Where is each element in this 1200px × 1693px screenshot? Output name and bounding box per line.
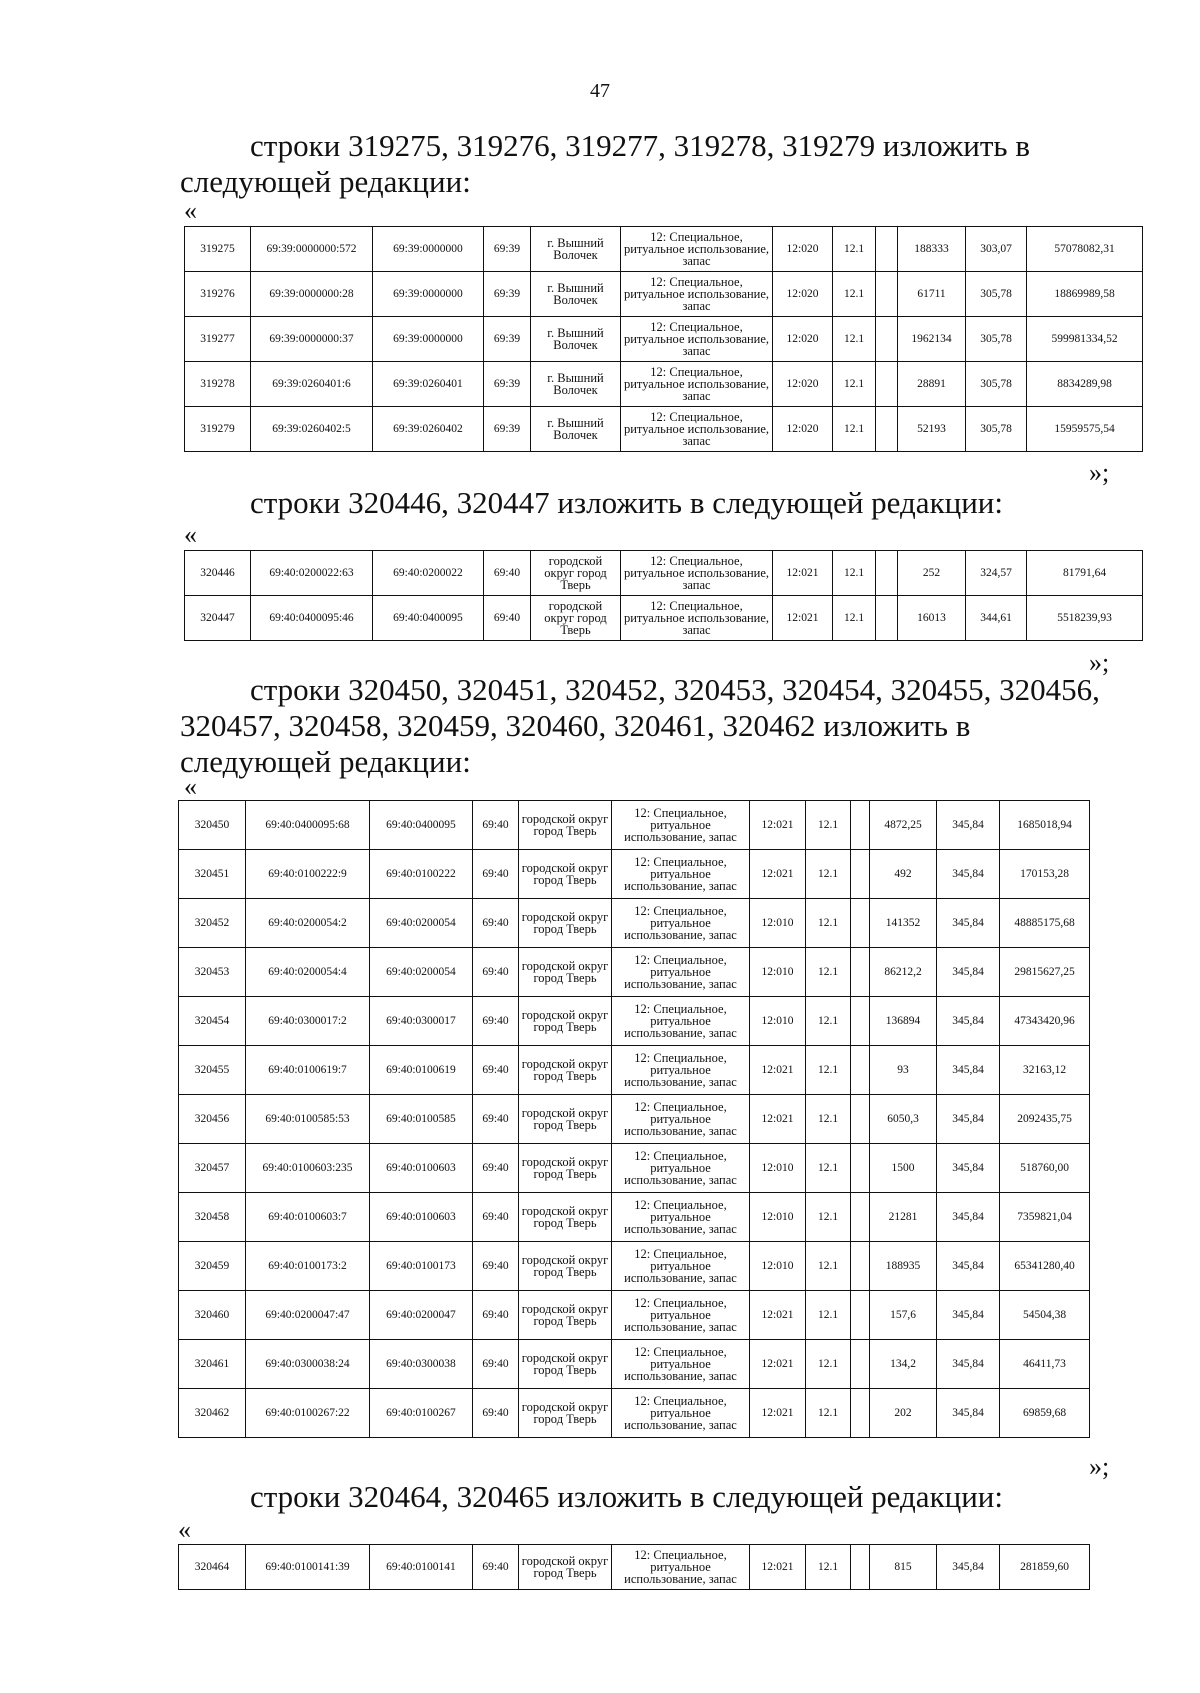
municipality-cell: городской округ город Тверь [519,1193,612,1242]
cadastral-value-cell: 69859,68 [1000,1389,1090,1438]
district-code-cell: 69:40 [473,1144,519,1193]
municipality-cell: городской округ город Тверь [519,1291,612,1340]
group-code-cell: 12:021 [750,1095,806,1144]
specific-value-cell: 345,84 [937,1095,1000,1144]
table-row [185,272,1143,317]
cadastral-value-cell: 18869989,58 [1027,272,1143,317]
district-code-cell: 69:40 [484,551,531,596]
subgroup-cell: 12.1 [806,801,851,850]
land-use-group-cell: 12: Специальное, ритуальное использование, запас [612,948,750,997]
specific-value-cell: 324,57 [966,551,1027,596]
district-code-cell: 69:40 [473,1193,519,1242]
municipality-cell: городской округ город Тверь [519,1340,612,1389]
cadastral-quarter-cell: 69:40:0100585 [370,1095,473,1144]
cadastral-value-cell: 65341280,40 [1000,1242,1090,1291]
table-row [179,948,1090,997]
open-quote: « [184,196,197,225]
area-cell: 815 [870,1545,937,1590]
cadastral-value-cell: 57078082,31 [1027,227,1143,272]
subgroup-cell: 12.1 [806,1545,851,1590]
district-code-cell: 69:39 [484,227,531,272]
row-number-cell: 320451 [179,850,246,899]
cadastral-number-cell: 69:40:0300038:24 [246,1340,370,1389]
empty-cell [851,1389,870,1438]
empty-cell [876,362,898,407]
cadastral-number-cell: 69:39:0000000:572 [251,227,373,272]
section-heading-1: строки 319275, 319276, 319277, 319278, 319279 изложить в следующей редакции: [180,128,1030,199]
cadastral-number-cell: 69:39:0000000:28 [251,272,373,317]
cadastral-quarter-cell: 69:39:0260401 [373,362,484,407]
cadastral-value-cell: 46411,73 [1000,1340,1090,1389]
open-quote: « [184,772,197,801]
table-row [185,551,1143,596]
municipality-cell: г. Вышний Волочек [531,407,621,452]
cadastral-number-cell: 69:40:0100585:53 [246,1095,370,1144]
close-quote: »; [1089,1452,1110,1481]
row-number-cell: 319279 [185,407,251,452]
cadastral-value-cell: 8834289,98 [1027,362,1143,407]
specific-value-cell: 305,78 [966,407,1027,452]
area-cell: 492 [870,850,937,899]
cadastral-value-cell: 2092435,75 [1000,1095,1090,1144]
empty-cell [851,1340,870,1389]
municipality-cell: г. Вышний Волочек [531,272,621,317]
replacement-table-1 [184,226,1143,452]
land-use-group-cell: 12: Специальное, ритуальное использование, запас [612,997,750,1046]
municipality-cell: городской округ город Тверь [519,997,612,1046]
cadastral-quarter-cell: 69:40:0300038 [370,1340,473,1389]
municipality-cell: городской округ город Тверь [519,899,612,948]
row-number-cell: 320461 [179,1340,246,1389]
subgroup-cell: 12.1 [806,1242,851,1291]
table-row [179,1389,1090,1438]
cadastral-number-cell: 69:40:0100603:7 [246,1193,370,1242]
cadastral-quarter-cell: 69:39:0000000 [373,272,484,317]
cadastral-value-cell: 170153,28 [1000,850,1090,899]
specific-value-cell: 345,84 [937,1144,1000,1193]
area-cell: 202 [870,1389,937,1438]
cadastral-number-cell: 69:40:0100141:39 [246,1545,370,1590]
empty-cell [876,551,898,596]
empty-cell [851,1095,870,1144]
specific-value-cell: 345,84 [937,1545,1000,1590]
land-use-group-cell: 12: Специальное, ритуальное использование, запас [621,227,773,272]
specific-value-cell: 345,84 [937,997,1000,1046]
specific-value-cell: 345,84 [937,850,1000,899]
area-cell: 6050,3 [870,1095,937,1144]
district-code-cell: 69:39 [484,362,531,407]
cadastral-number-cell: 69:40:0200054:2 [246,899,370,948]
district-code-cell: 69:39 [484,317,531,362]
replacement-table-4 [178,1544,1090,1590]
empty-cell [851,899,870,948]
land-use-group-cell: 12: Специальное, ритуальное использование, запас [621,596,773,641]
group-code-cell: 12:020 [773,407,833,452]
cadastral-quarter-cell: 69:40:0100173 [370,1242,473,1291]
cadastral-number-cell: 69:40:0100267:22 [246,1389,370,1438]
group-code-cell: 12:020 [773,227,833,272]
table-row [179,1046,1090,1095]
specific-value-cell: 345,84 [937,1242,1000,1291]
group-code-cell: 12:021 [750,1340,806,1389]
row-number-cell: 320446 [185,551,251,596]
specific-value-cell: 305,78 [966,317,1027,362]
district-code-cell: 69:40 [473,801,519,850]
municipality-cell: городской округ город Тверь [519,1545,612,1590]
section-heading-3: строки 320450, 320451, 320452, 320453, 320454, 320455, 320456, 320457, 320458, 320459, 320460, 320461, 320462 изложить в следующей редакции: [180,672,1100,779]
table-row [179,1242,1090,1291]
group-code-cell: 12:021 [773,596,833,641]
subgroup-cell: 12.1 [806,1193,851,1242]
empty-cell [851,948,870,997]
specific-value-cell: 344,61 [966,596,1027,641]
group-code-cell: 12:020 [773,317,833,362]
district-code-cell: 69:40 [473,1242,519,1291]
area-cell: 1962134 [898,317,966,362]
row-number-cell: 320460 [179,1291,246,1340]
replacement-table-2 [184,550,1143,641]
group-code-cell: 12:010 [750,948,806,997]
open-quote: « [184,520,197,549]
cadastral-value-cell: 518760,00 [1000,1144,1090,1193]
subgroup-cell: 12.1 [833,407,876,452]
cadastral-value-cell: 48885175,68 [1000,899,1090,948]
district-code-cell: 69:40 [473,1095,519,1144]
cadastral-value-cell: 81791,64 [1027,551,1143,596]
district-code-cell: 69:39 [484,407,531,452]
cadastral-value-cell: 7359821,04 [1000,1193,1090,1242]
subgroup-cell: 12.1 [833,272,876,317]
cadastral-number-cell: 69:39:0260401:6 [251,362,373,407]
empty-cell [851,1046,870,1095]
municipality-cell: городской округ город Тверь [519,948,612,997]
cadastral-number-cell: 69:40:0100603:235 [246,1144,370,1193]
district-code-cell: 69:39 [484,272,531,317]
cadastral-number-cell: 69:40:0200022:63 [251,551,373,596]
cadastral-quarter-cell: 69:39:0260402 [373,407,484,452]
specific-value-cell: 345,84 [937,801,1000,850]
row-number-cell: 320454 [179,997,246,1046]
municipality-cell: г. Вышний Волочек [531,362,621,407]
cadastral-value-cell: 281859,60 [1000,1545,1090,1590]
area-cell: 188935 [870,1242,937,1291]
cadastral-number-cell: 69:40:0200047:47 [246,1291,370,1340]
specific-value-cell: 305,78 [966,272,1027,317]
row-number-cell: 320459 [179,1242,246,1291]
subgroup-cell: 12.1 [806,1340,851,1389]
land-use-group-cell: 12: Специальное, ритуальное использование, запас [612,1242,750,1291]
municipality-cell: г. Вышний Волочек [531,227,621,272]
row-number-cell: 320450 [179,801,246,850]
district-code-cell: 69:40 [473,899,519,948]
replacement-table-3 [178,800,1090,1438]
municipality-cell: городской округ город Тверь [519,1389,612,1438]
row-number-cell: 320464 [179,1545,246,1590]
area-cell: 136894 [870,997,937,1046]
group-code-cell: 12:020 [773,362,833,407]
subgroup-cell: 12.1 [806,948,851,997]
subgroup-cell: 12.1 [833,551,876,596]
specific-value-cell: 345,84 [937,1340,1000,1389]
empty-cell [876,227,898,272]
land-use-group-cell: 12: Специальное, ритуальное использование, запас [612,1095,750,1144]
district-code-cell: 69:40 [473,1046,519,1095]
open-quote: « [178,1515,191,1544]
empty-cell [851,1545,870,1590]
group-code-cell: 12:021 [750,1389,806,1438]
cadastral-number-cell: 69:39:0260402:5 [251,407,373,452]
row-number-cell: 320458 [179,1193,246,1242]
area-cell: 4872,25 [870,801,937,850]
cadastral-quarter-cell: 69:40:0100603 [370,1193,473,1242]
district-code-cell: 69:40 [473,1545,519,1590]
empty-cell [876,596,898,641]
empty-cell [851,1242,870,1291]
cadastral-quarter-cell: 69:40:0100603 [370,1144,473,1193]
group-code-cell: 12:010 [750,1242,806,1291]
cadastral-value-cell: 1685018,94 [1000,801,1090,850]
cadastral-number-cell: 69:40:0100173:2 [246,1242,370,1291]
land-use-group-cell: 12: Специальное, ритуальное использование, запас [621,362,773,407]
land-use-group-cell: 12: Специальное, ритуальное использование, запас [612,1340,750,1389]
group-code-cell: 12:021 [750,1046,806,1095]
cadastral-number-cell: 69:40:0100222:9 [246,850,370,899]
table-row [185,317,1143,362]
row-number-cell: 319276 [185,272,251,317]
table-row [185,362,1143,407]
district-code-cell: 69:40 [473,1340,519,1389]
row-number-cell: 320456 [179,1095,246,1144]
cadastral-quarter-cell: 69:39:0000000 [373,317,484,362]
subgroup-cell: 12.1 [806,1389,851,1438]
table-row [179,1340,1090,1389]
group-code-cell: 12:020 [773,272,833,317]
area-cell: 157,6 [870,1291,937,1340]
row-number-cell: 320447 [185,596,251,641]
land-use-group-cell: 12: Специальное, ритуальное использование, запас [612,899,750,948]
subgroup-cell: 12.1 [833,362,876,407]
district-code-cell: 69:40 [473,1291,519,1340]
area-cell: 252 [898,551,966,596]
empty-cell [851,1144,870,1193]
empty-cell [851,850,870,899]
empty-cell [851,1291,870,1340]
municipality-cell: городской округ город Тверь [531,596,621,641]
cadastral-quarter-cell: 69:40:0100141 [370,1545,473,1590]
row-number-cell: 319275 [185,227,251,272]
cadastral-quarter-cell: 69:40:0200047 [370,1291,473,1340]
table-row [179,1144,1090,1193]
row-number-cell: 319278 [185,362,251,407]
area-cell: 28891 [898,362,966,407]
row-number-cell: 320452 [179,899,246,948]
empty-cell [876,317,898,362]
cadastral-quarter-cell: 69:40:0200022 [373,551,484,596]
subgroup-cell: 12.1 [806,1046,851,1095]
group-code-cell: 12:010 [750,997,806,1046]
district-code-cell: 69:40 [473,948,519,997]
group-code-cell: 12:021 [750,801,806,850]
specific-value-cell: 345,84 [937,1046,1000,1095]
cadastral-value-cell: 15959575,54 [1027,407,1143,452]
subgroup-cell: 12.1 [833,227,876,272]
municipality-cell: городской округ город Тверь [519,1046,612,1095]
land-use-group-cell: 12: Специальное, ритуальное использование, запас [612,1545,750,1590]
municipality-cell: городской округ город Тверь [519,801,612,850]
subgroup-cell: 12.1 [806,1291,851,1340]
cadastral-quarter-cell: 69:39:0000000 [373,227,484,272]
cadastral-quarter-cell: 69:40:0300017 [370,997,473,1046]
table-row [179,1545,1090,1590]
land-use-group-cell: 12: Специальное, ритуальное использование, запас [612,801,750,850]
cadastral-number-cell: 69:39:0000000:37 [251,317,373,362]
area-cell: 1500 [870,1144,937,1193]
empty-cell [851,1193,870,1242]
specific-value-cell: 345,84 [937,948,1000,997]
subgroup-cell: 12.1 [806,850,851,899]
area-cell: 188333 [898,227,966,272]
subgroup-cell: 12.1 [833,317,876,362]
specific-value-cell: 305,78 [966,362,1027,407]
cadastral-value-cell: 32163,12 [1000,1046,1090,1095]
municipality-cell: городской округ город Тверь [519,850,612,899]
specific-value-cell: 345,84 [937,1291,1000,1340]
land-use-group-cell: 12: Специальное, ритуальное использование, запас [621,317,773,362]
table-row [185,227,1143,272]
cadastral-quarter-cell: 69:40:0400095 [370,801,473,850]
cadastral-value-cell: 54504,38 [1000,1291,1090,1340]
cadastral-value-cell: 47343420,96 [1000,997,1090,1046]
table-row [179,1193,1090,1242]
district-code-cell: 69:40 [473,850,519,899]
group-code-cell: 12:021 [750,1291,806,1340]
land-use-group-cell: 12: Специальное, ритуальное использование, запас [621,407,773,452]
empty-cell [851,997,870,1046]
municipality-cell: городской округ город Тверь [519,1242,612,1291]
area-cell: 134,2 [870,1340,937,1389]
specific-value-cell: 303,07 [966,227,1027,272]
cadastral-number-cell: 69:40:0100619:7 [246,1046,370,1095]
cadastral-quarter-cell: 69:40:0100222 [370,850,473,899]
row-number-cell: 320457 [179,1144,246,1193]
table-row [179,850,1090,899]
subgroup-cell: 12.1 [806,997,851,1046]
area-cell: 61711 [898,272,966,317]
table-row [185,596,1143,641]
group-code-cell: 12:021 [773,551,833,596]
group-code-cell: 12:021 [750,1545,806,1590]
cadastral-quarter-cell: 69:40:0100619 [370,1046,473,1095]
specific-value-cell: 345,84 [937,1193,1000,1242]
area-cell: 93 [870,1046,937,1095]
table-row [179,1291,1090,1340]
land-use-group-cell: 12: Специальное, ритуальное использование, запас [612,1046,750,1095]
cadastral-value-cell: 29815627,25 [1000,948,1090,997]
cadastral-number-cell: 69:40:0300017:2 [246,997,370,1046]
table-row [185,407,1143,452]
empty-cell [851,801,870,850]
table-row [179,899,1090,948]
table-row [179,1095,1090,1144]
cadastral-value-cell: 599981334,52 [1027,317,1143,362]
land-use-group-cell: 12: Специальное, ритуальное использование, запас [621,272,773,317]
area-cell: 21281 [870,1193,937,1242]
table-row [179,801,1090,850]
specific-value-cell: 345,84 [937,1389,1000,1438]
land-use-group-cell: 12: Специальное, ритуальное использование, запас [612,850,750,899]
group-code-cell: 12:010 [750,1144,806,1193]
land-use-group-cell: 12: Специальное, ритуальное использование, запас [612,1144,750,1193]
subgroup-cell: 12.1 [806,1144,851,1193]
district-code-cell: 69:40 [473,997,519,1046]
municipality-cell: городской округ город Тверь [519,1095,612,1144]
municipality-cell: городской округ город Тверь [531,551,621,596]
land-use-group-cell: 12: Специальное, ритуальное использование, запас [612,1291,750,1340]
municipality-cell: городской округ город Тверь [519,1144,612,1193]
close-quote: »; [1089,458,1110,487]
subgroup-cell: 12.1 [806,1095,851,1144]
section-heading-2: строки 320446, 320447 изложить в следующей редакции: [250,485,1004,520]
group-code-cell: 12:010 [750,1193,806,1242]
specific-value-cell: 345,84 [937,899,1000,948]
land-use-group-cell: 12: Специальное, ритуальное использование, запас [612,1389,750,1438]
district-code-cell: 69:40 [473,1389,519,1438]
cadastral-quarter-cell: 69:40:0100267 [370,1389,473,1438]
group-code-cell: 12:021 [750,850,806,899]
row-number-cell: 319277 [185,317,251,362]
cadastral-number-cell: 69:40:0200054:4 [246,948,370,997]
cadastral-number-cell: 69:40:0400095:68 [246,801,370,850]
district-code-cell: 69:40 [484,596,531,641]
empty-cell [876,407,898,452]
table-row [179,997,1090,1046]
cadastral-value-cell: 5518239,93 [1027,596,1143,641]
land-use-group-cell: 12: Специальное, ритуальное использование, запас [621,551,773,596]
subgroup-cell: 12.1 [806,899,851,948]
empty-cell [876,272,898,317]
area-cell: 141352 [870,899,937,948]
cadastral-quarter-cell: 69:40:0400095 [373,596,484,641]
close-quote: »; [1089,648,1110,677]
cadastral-number-cell: 69:40:0400095:46 [251,596,373,641]
area-cell: 16013 [898,596,966,641]
area-cell: 86212,2 [870,948,937,997]
land-use-group-cell: 12: Специальное, ритуальное использование, запас [612,1193,750,1242]
section-heading-4: строки 320464, 320465 изложить в следующей редакции: [250,1479,1004,1514]
row-number-cell: 320462 [179,1389,246,1438]
row-number-cell: 320453 [179,948,246,997]
municipality-cell: г. Вышний Волочек [531,317,621,362]
cadastral-quarter-cell: 69:40:0200054 [370,948,473,997]
row-number-cell: 320455 [179,1046,246,1095]
group-code-cell: 12:010 [750,899,806,948]
subgroup-cell: 12.1 [833,596,876,641]
area-cell: 52193 [898,407,966,452]
page-number: 47 [590,80,610,102]
cadastral-quarter-cell: 69:40:0200054 [370,899,473,948]
